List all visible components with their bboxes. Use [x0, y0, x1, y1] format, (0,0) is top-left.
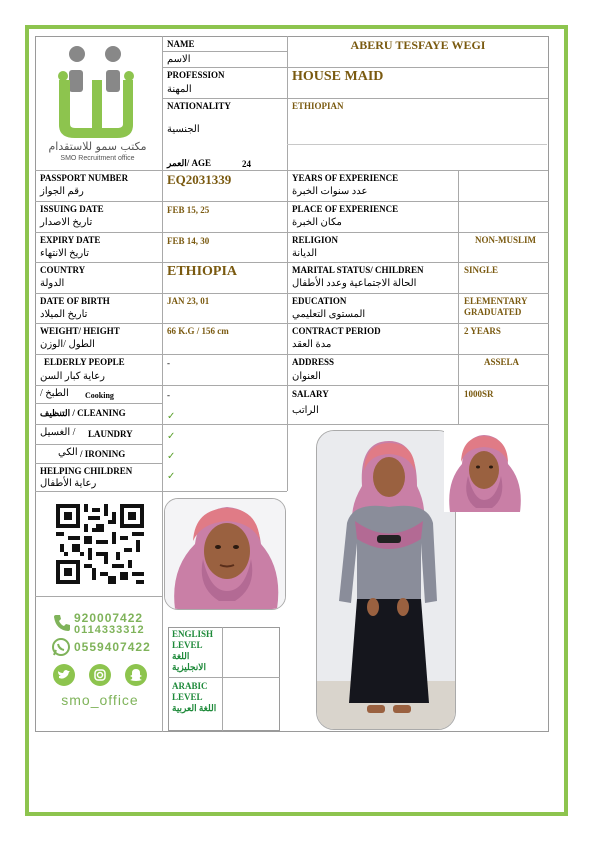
grid-line — [35, 491, 287, 492]
marital-label-ar: الحالة الاجتماعية وعدد الأطفال — [292, 278, 417, 289]
ironing-label: / IRONING — [80, 449, 126, 459]
place-exp-label-ar: مكان الخبرة — [292, 217, 342, 228]
english-level-label-2: LEVEL — [172, 640, 203, 650]
dob-value: JAN 23, 01 — [167, 296, 210, 306]
weight-label-ar: الطول /الوزن — [40, 339, 95, 350]
address-label-ar: العنوان — [292, 371, 321, 382]
grid-line — [35, 323, 549, 324]
religion-label: RELIGION — [292, 235, 339, 245]
place-exp-label: PLACE OF EXPERIENCE — [292, 204, 399, 214]
years-exp-label-ar: عدد سنوات الخبرة — [292, 186, 368, 197]
helping-label: HELPING CHILDREN — [40, 466, 133, 476]
country-label: COUNTRY — [40, 265, 86, 275]
grid-line — [35, 403, 162, 404]
head-photo — [444, 430, 524, 512]
name-label-ar: الاسم — [167, 54, 191, 65]
education-value-line2: GRADUATED — [464, 307, 522, 317]
cleaning-check-icon: ✓ — [167, 411, 176, 422]
name-value: ABERU TESFAYE WEGI — [350, 38, 486, 52]
grid-line — [35, 293, 549, 294]
english-level-label-1: ENGLISH — [172, 629, 214, 639]
weight-label: WEIGHT/ HEIGHT — [40, 326, 120, 336]
country-value: ETHIOPIA — [167, 264, 238, 279]
elderly-label: ELDERLY PEOPLE — [44, 357, 125, 367]
laundry-label-ar: الغسيل / — [40, 427, 76, 438]
grid-line — [35, 201, 549, 202]
grid-line — [35, 170, 162, 171]
grid-line — [162, 67, 548, 68]
grid-line — [35, 262, 549, 263]
snapchat-icon[interactable] — [125, 664, 147, 686]
education-value-line1: ELEMENTARY — [464, 296, 528, 306]
ironing-label-ar: الكي — [58, 447, 78, 458]
smo-logo — [45, 40, 150, 165]
cooking-value: - — [167, 390, 170, 400]
dob-label-ar: تاريخ الميلاد — [40, 309, 88, 320]
marital-value: SINGLE — [464, 265, 499, 275]
logo-arabic: مكتب سمو للاستقدام — [48, 140, 147, 153]
expiry-label: EXPIRY DATE — [40, 235, 101, 245]
issuing-label-ar: تاريخ الاصدار — [40, 217, 93, 228]
weight-value: 66 K.G / 156 cm — [167, 326, 229, 336]
grid-line — [162, 98, 548, 99]
arabic-level-label-1: ARABIC — [172, 681, 208, 691]
cooking-label: Cooking — [85, 391, 114, 400]
salary-label: SALARY — [292, 389, 329, 399]
name-label: NAME — [167, 39, 195, 49]
contract-value: 2 YEARS — [464, 326, 501, 336]
years-exp-label: YEARS OF EXPERIENCE — [292, 173, 399, 183]
religion-value: NON-MUSLIM — [475, 235, 536, 245]
elderly-value: - — [167, 358, 170, 368]
passport-value: EQ2031339 — [167, 172, 232, 187]
profession-label: PROFESSION — [167, 70, 225, 80]
grid-line — [287, 424, 288, 491]
grid-line — [35, 463, 162, 464]
grid-line — [35, 596, 162, 597]
grid-line — [35, 424, 549, 425]
qr-code-icon — [56, 504, 144, 584]
passport-label: PASSPORT NUMBER — [40, 173, 129, 183]
expiry-label-ar: تاريخ الانتهاء — [40, 248, 90, 259]
dob-label: DATE OF BIRTH — [40, 296, 110, 306]
whatsapp-number[interactable]: 0559407422 — [74, 640, 151, 654]
instagram-icon[interactable] — [89, 664, 111, 686]
english-level-label-ar-1: اللغة — [172, 651, 190, 661]
education-label: EDUCATION — [292, 296, 347, 306]
english-level-label-ar-2: الانجليزية — [172, 662, 206, 672]
contract-label: CONTRACT PERIOD — [292, 326, 381, 336]
address-label: ADDRESS — [292, 357, 335, 367]
age-value: 24 — [242, 159, 251, 169]
grid-line — [162, 51, 287, 52]
grid-line — [162, 36, 163, 732]
logo-english: SMO Recruitment office — [60, 155, 135, 162]
address-value: ASSELA — [484, 357, 520, 367]
phone-icon — [52, 613, 72, 638]
ironing-check-icon: ✓ — [167, 451, 176, 462]
grid-line — [287, 36, 288, 424]
twitter-icon[interactable] — [53, 664, 75, 686]
grid-line — [287, 144, 547, 145]
grid-line — [222, 627, 223, 731]
issuing-label: ISSUING DATE — [40, 204, 104, 214]
social-handle[interactable]: smo_office — [61, 692, 139, 708]
arabic-level-label-ar: اللغة العربية — [172, 703, 217, 713]
phone-number-2[interactable]: 0114333312 — [74, 624, 145, 636]
helping-label-ar: رعاية الأطفال — [40, 478, 97, 489]
grid-line — [35, 232, 549, 233]
grid-line — [162, 170, 548, 171]
elderly-label-ar: رعاية كبار السن — [40, 371, 105, 382]
nationality-label: NATIONALITY — [167, 101, 231, 111]
grid-line — [35, 444, 162, 445]
helping-check-icon: ✓ — [167, 471, 176, 482]
salary-value: 1000SR — [464, 389, 494, 399]
nationality-value: ETHIOPIAN — [292, 101, 344, 111]
full-body-photo — [316, 430, 456, 730]
arabic-level-label-2: LEVEL — [172, 692, 203, 702]
country-label-ar: الدولة — [40, 278, 65, 289]
cleaning-label: التنظيف / CLEANING — [40, 408, 126, 418]
smo-logo-icon — [45, 40, 150, 140]
marital-label: MARITAL STATUS/ CHILDREN — [292, 265, 424, 275]
expiry-value: FEB 14, 30 — [167, 236, 210, 246]
religion-label-ar: الديانة — [292, 248, 318, 259]
phone-number-1[interactable]: 920007422 — [74, 611, 144, 625]
qr-code[interactable] — [56, 504, 144, 584]
grid-line — [168, 677, 280, 678]
issuing-value: FEB 15, 25 — [167, 205, 210, 215]
grid-line — [35, 354, 549, 355]
passport-label-ar: رقم الجواز — [40, 186, 84, 197]
profession-value: HOUSE MAID — [292, 69, 384, 84]
whatsapp-icon — [51, 637, 71, 662]
laundry-label: LAUNDRY — [88, 429, 133, 439]
cooking-label-ar: / الطبخ — [40, 388, 69, 399]
laundry-check-icon: ✓ — [167, 431, 176, 442]
contract-label-ar: مدة العقد — [292, 339, 332, 350]
education-label-ar: المستوى التعليمي — [292, 309, 366, 320]
grid-line — [35, 385, 549, 386]
age-label: العمر/ AGE — [167, 158, 212, 168]
nationality-label-ar: الجنسية — [167, 124, 200, 135]
salary-label-ar: الراتب — [292, 405, 319, 416]
portrait-photo — [164, 498, 286, 610]
profession-label-ar: المهنة — [167, 84, 192, 95]
